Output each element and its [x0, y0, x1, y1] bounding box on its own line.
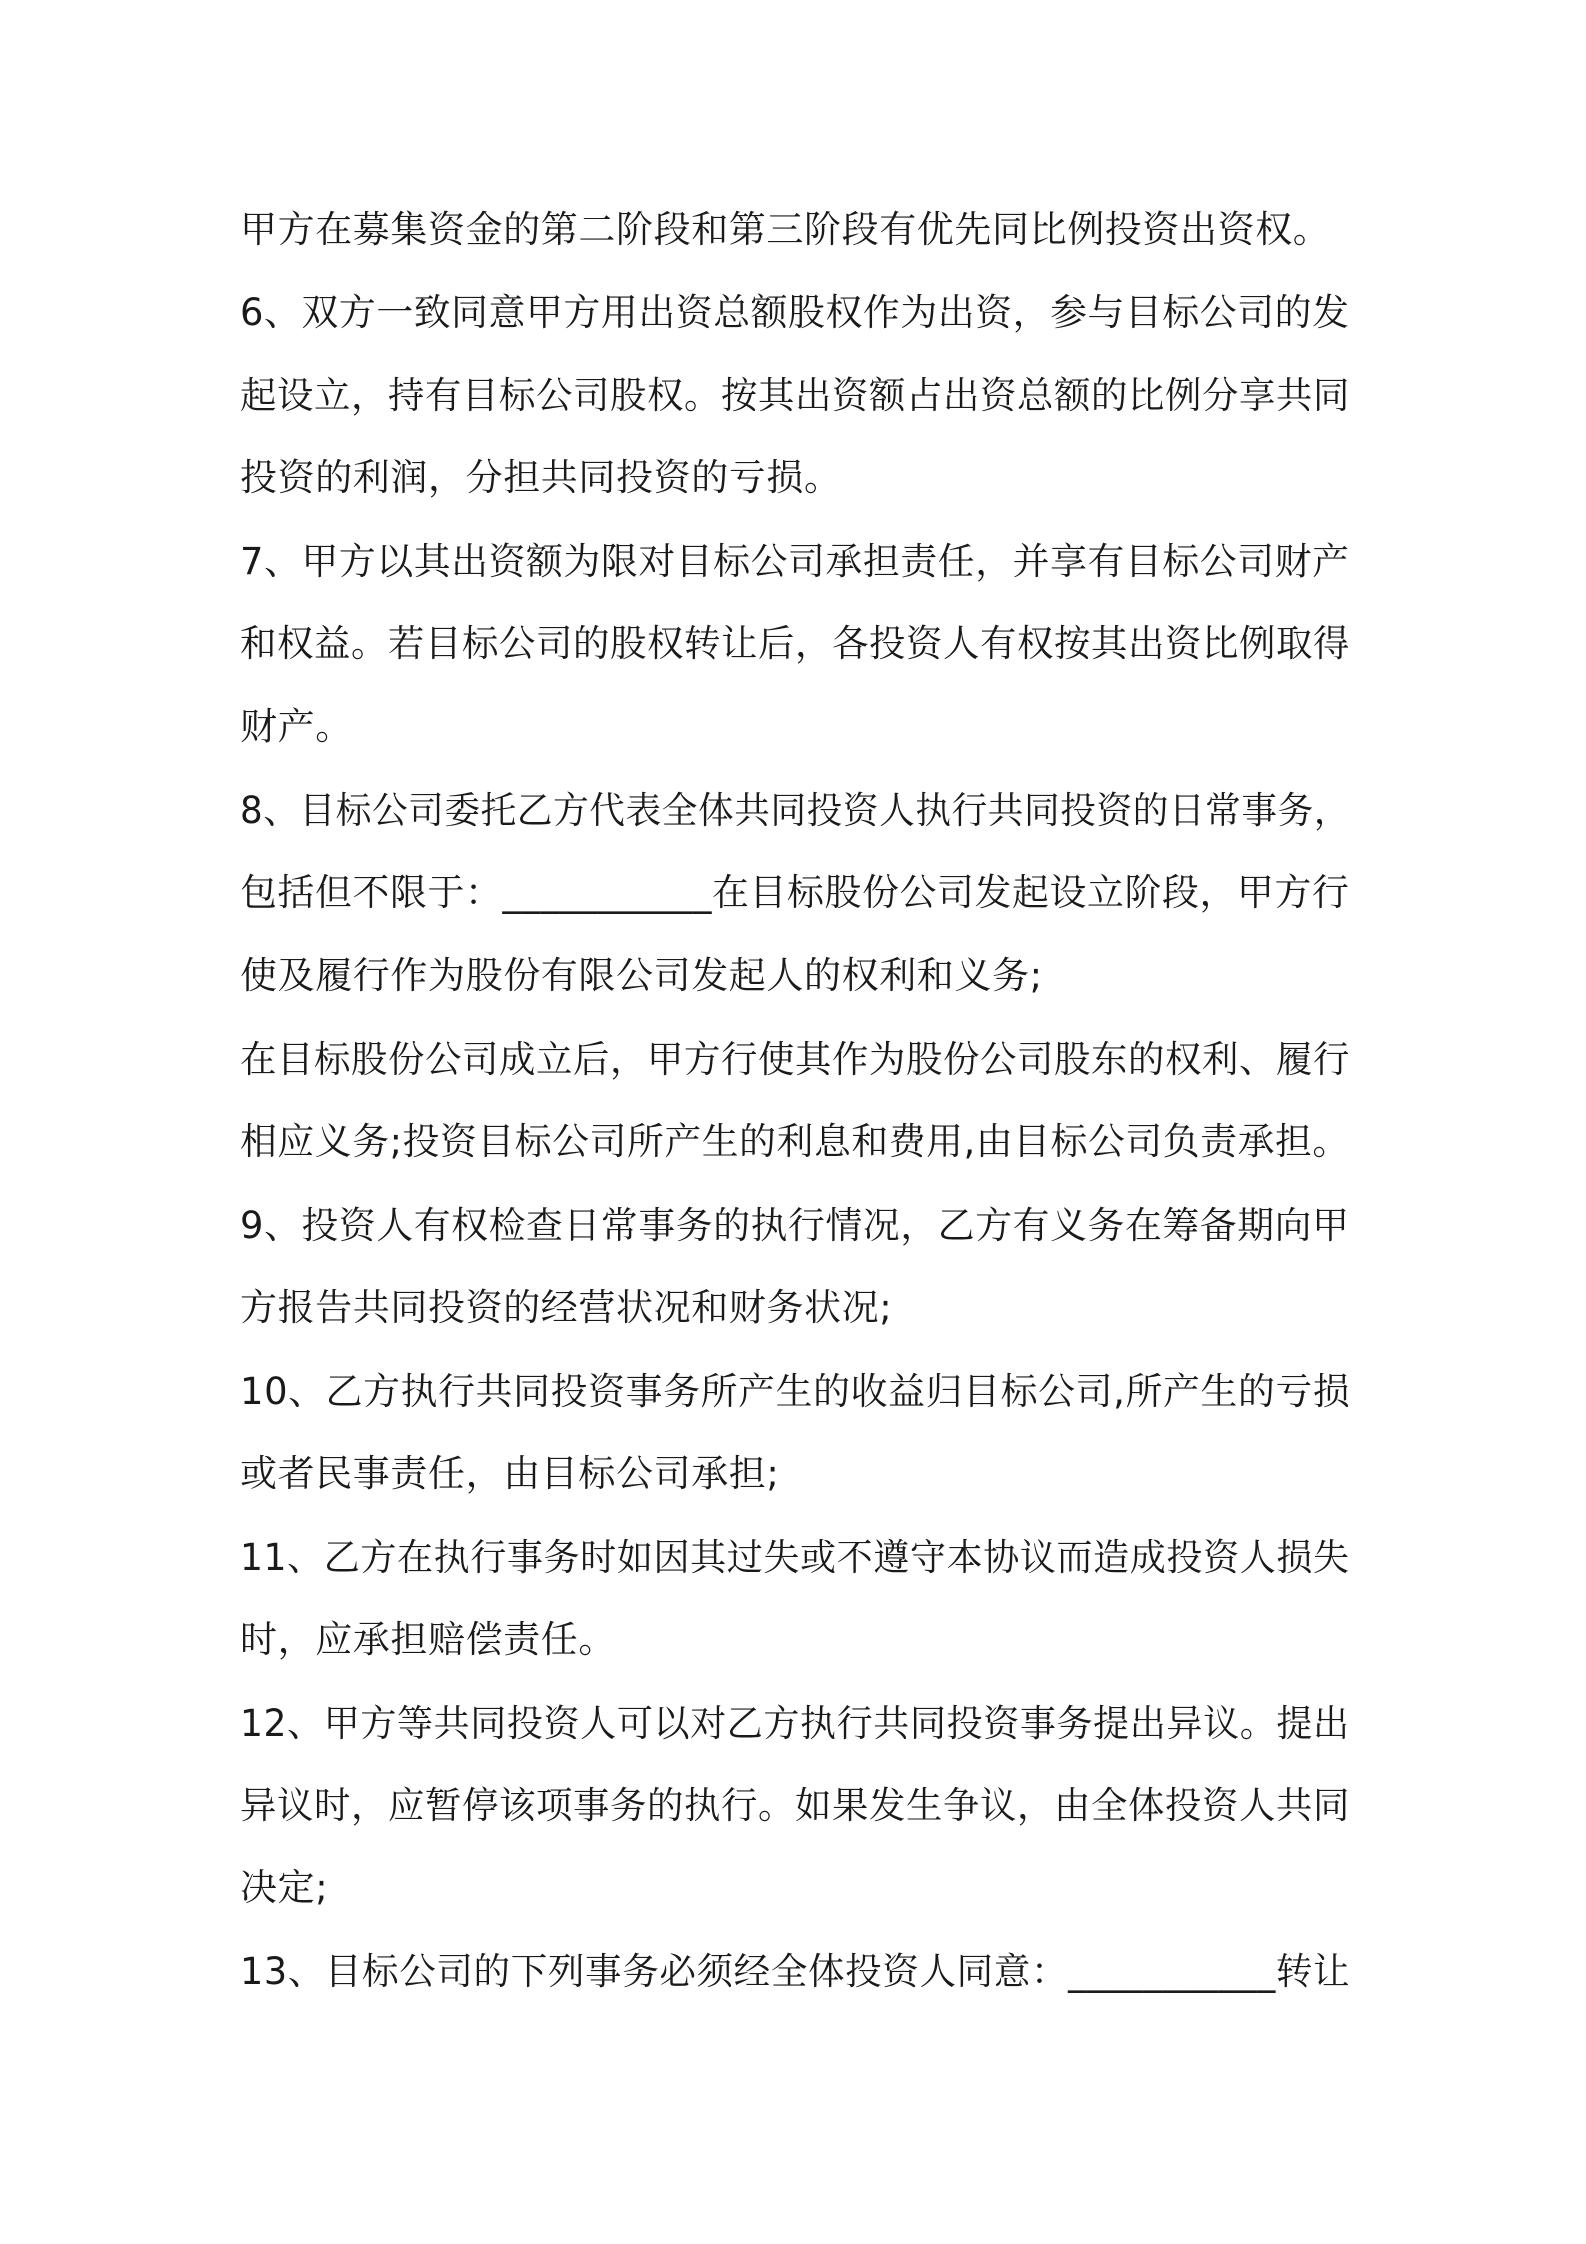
text-line-11: 在目标股份公司成立后，甲方行使其作为股份公司股东的权利、履行	[240, 1038, 1350, 1081]
text-line-12: 相应义务;投资目标公司所产生的利息和费用,由目标公司负责承担。	[240, 1120, 1350, 1163]
text-line-14: 方报告共同投资的经营状况和财务状况;	[240, 1286, 893, 1329]
text-line-9: 包括但不限于：___________在目标股份公司发起设立阶段，甲方行	[240, 871, 1350, 914]
text-line-6: 和权益。若目标公司的股权转让后，各投资人有权按其出资比例取得	[240, 622, 1350, 665]
text-line-4: 投资的利润，分担共同投资的亏损。	[240, 456, 842, 499]
text-line-20: 异议时，应暂停该项事务的执行。如果发生争议，由全体投资人共同	[240, 1784, 1350, 1827]
text-line-5: 7、甲方以其出资额为限对目标公司承担责任，并享有目标公司财产	[240, 540, 1350, 583]
text-line-16: 或者民事责任，由目标公司承担;	[240, 1452, 780, 1495]
text-line-18: 时，应承担赔偿责任。	[240, 1618, 616, 1661]
text-line-7: 财产。	[240, 705, 353, 748]
text-line-8: 8、目标公司委托乙方代表全体共同投资人执行共同投资的日常事务，	[240, 789, 1351, 832]
text-line-22: 13、目标公司的下列事务必须经全体投资人同意：___________转让	[240, 1950, 1351, 1993]
text-line-1: 甲方在募集资金的第二阶段和第三阶段有优先同比例投资出资权。	[240, 208, 1331, 251]
text-line-10: 使及履行作为股份有限公司发起人的权利和义务;	[240, 954, 1043, 997]
text-line-17: 11、乙方在执行事务时如因其过失或不遵守本协议而造成投资人损失	[240, 1536, 1350, 1579]
text-line-15: 10、乙方执行共同投资事务所产生的收益归目标公司,所产生的亏损	[240, 1370, 1351, 1413]
text-line-3: 起设立，持有目标公司股权。按其出资额占出资总额的比例分享共同	[240, 374, 1350, 417]
text-line-19: 12、甲方等共同投资人可以对乙方执行共同投资事务提出异议。提出	[240, 1702, 1350, 1745]
text-line-2: 6、双方一致同意甲方用出资总额股权作为出资，参与目标公司的发	[240, 291, 1350, 334]
text-line-13: 9、投资人有权检查日常事务的执行情况，乙方有义务在筹备期向甲	[240, 1204, 1350, 1247]
text-line-21: 决定;	[240, 1866, 329, 1909]
